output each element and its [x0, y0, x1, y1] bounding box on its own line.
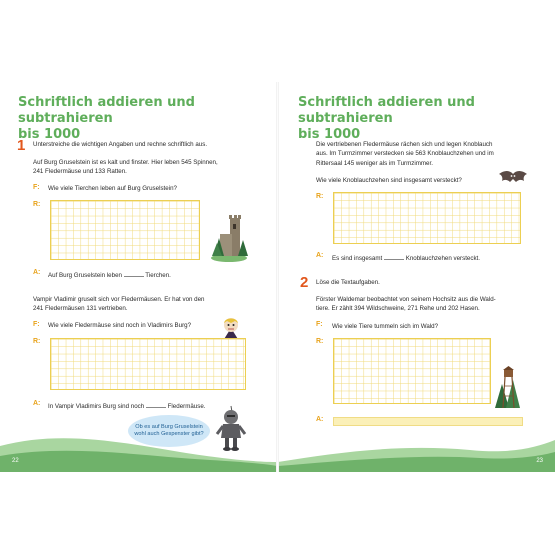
answer-label: A:: [33, 269, 41, 276]
question-label: F:: [33, 321, 40, 328]
story-text: Vampir Vladimir gruselt sich vor Fledermäusen. Er hat von den 241 Fledermäusen 131 vertrieben.: [33, 296, 205, 313]
page-number: 22: [12, 458, 19, 464]
question-text: Wie viele Fledermäuse sind noch in Vladimirs Burg?: [48, 322, 192, 329]
calculation-label: R:: [33, 338, 41, 345]
question-text: Wie viele Tierchen leben auf Burg Gruselstein?: [48, 185, 177, 192]
calculation-label: R:: [316, 193, 324, 200]
answer-label: A:: [316, 252, 324, 259]
answer-field[interactable]: [333, 417, 523, 426]
story-text: Auf Burg Gruselstein ist es kalt und finster. Hier leben 545 Spinnen, 241 Fledermäuse und 133 Ratten.: [33, 159, 218, 176]
castle-illustration: [210, 210, 248, 262]
left-page: [0, 82, 277, 472]
calculation-label: R:: [316, 338, 324, 345]
bat-illustration: [498, 168, 528, 188]
question-label: F:: [316, 321, 323, 328]
calculation-label: R:: [33, 201, 41, 208]
page-number: 23: [536, 458, 543, 464]
speech-bubble: Ob es auf Burg Gruselstein wohl auch Gespenster gibt?: [128, 415, 210, 447]
story-text: Die vertriebenen Fledermäuse rächen sich und legen Knoblauch aus. Im Turmzimmer verstecken sie 563 Knoblauchzehen und im Rittersaal 145 weniger als im Turmzimmer.: [316, 141, 494, 167]
answer-blank[interactable]: [146, 401, 166, 408]
question-text: Wie viele Tiere tummeln sich im Wald?: [332, 323, 439, 330]
right-page: [278, 82, 555, 472]
calculation-grid[interactable]: [333, 338, 491, 404]
answer-sentence: In Vampir Vladimirs Burg sind noch Fledermäuse.: [48, 403, 206, 410]
answer-blank[interactable]: [124, 270, 144, 277]
calculation-grid[interactable]: [50, 338, 246, 390]
answer-sentence: Es sind insgesamt Knoblauchzehen versteckt.: [332, 255, 480, 262]
calculation-grid[interactable]: [333, 192, 521, 244]
answer-label: A:: [33, 400, 41, 407]
page-title: Schriftlich addieren und subtrahieren bis 1000: [18, 95, 195, 142]
story-text: Förster Waldemar beobachtet von seinem Hochsitz aus die Wald- tiere. Er zählt 394 Wildschweine, 271 Rehe und 202 Hasen.: [316, 296, 496, 313]
task-instruction: Unterstreiche die wichtigen Angaben und rechne schriftlich aus.: [33, 141, 208, 148]
book-spread: [0, 82, 555, 472]
answer-blank[interactable]: [384, 253, 404, 260]
question-label: F:: [33, 184, 40, 191]
hunting-stand-illustration: [492, 366, 522, 410]
answer-label: A:: [316, 416, 324, 423]
task-number: 2: [300, 274, 309, 291]
calculation-grid[interactable]: [50, 200, 200, 260]
ghost-knight-illustration: [215, 404, 247, 452]
task-number: 1: [17, 137, 26, 154]
task-instruction: Löse die Textaufgaben.: [316, 279, 380, 286]
answer-sentence: Auf Burg Gruselstein leben Tierchen.: [48, 272, 171, 279]
question-text: Wie viele Knoblauchzehen sind insgesamt versteckt?: [316, 177, 462, 184]
page-title: Schriftlich addieren und subtrahieren bis 1000: [298, 95, 475, 142]
